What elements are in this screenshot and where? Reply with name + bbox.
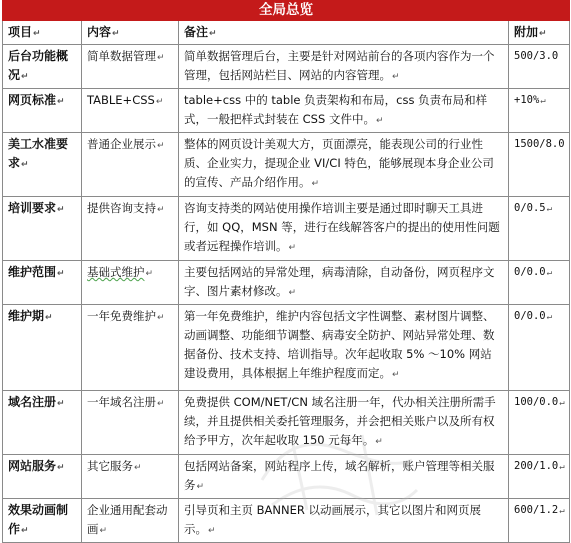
row-note: 免费提供 COM/NET/CN 域名注册一年，代办相关注册所需手续，并且提供相关委托管理服务，并会把相关账户以及所有权给予甲方，次年起收取 150 元每年。↵: [179, 391, 509, 455]
row-extra: 1500/8.0: [509, 133, 570, 197]
paragraph-mark-icon: ↵: [21, 160, 29, 170]
table-row: [3, 133, 570, 197]
table-row: [3, 261, 570, 305]
paragraph-mark-icon: ↵: [157, 399, 165, 409]
paragraph-mark-icon: ↵: [559, 462, 565, 472]
paragraph-mark-icon: ↵: [57, 399, 65, 409]
table-row: [3, 391, 570, 455]
paragraph-mark-icon: ↵: [157, 313, 165, 323]
title-row: [3, 1, 570, 21]
paragraph-mark-icon: ↵: [196, 482, 205, 492]
row-extra: 0/0.5↵: [509, 197, 570, 261]
paragraph-mark-icon: ↵: [45, 313, 53, 323]
paragraph-mark-icon: ↵: [57, 205, 65, 215]
row-content: 一年域名注册↵: [82, 391, 179, 455]
header-extra: 附加↵: [509, 21, 570, 45]
paragraph-mark-icon: ↵: [57, 97, 65, 107]
row-extra: 0/0.0↵: [509, 261, 570, 305]
paragraph-mark-icon: ↵: [539, 29, 547, 39]
paragraph-mark-icon: ↵: [559, 506, 565, 516]
row-content: 企业通用配套动画↵: [82, 499, 179, 543]
row-content: 提供咨询支持↵: [82, 197, 179, 261]
row-extra: 0/0.0↵: [509, 305, 570, 391]
table-row: [3, 89, 570, 133]
row-note: 包括网站备案，网站程序上传，域名解析，账户管理等相关服务↵: [179, 455, 509, 499]
paragraph-mark-icon: ↵: [57, 269, 65, 279]
paragraph-mark-icon: ↵: [311, 179, 320, 189]
paragraph-mark-icon: ↵: [392, 370, 400, 380]
paragraph-mark-icon: ↵: [99, 526, 108, 536]
row-extra: 100/0.0↵: [509, 391, 570, 455]
row-item: 维护范围↵: [3, 261, 82, 305]
row-note: 引导页和主页 BANNER 以动画展示，其它以图片和网页展示。↵: [179, 499, 509, 543]
paragraph-mark-icon: ↵: [546, 268, 553, 278]
paragraph-mark-icon: ↵: [375, 437, 383, 447]
row-extra: 600/1.2↵: [509, 499, 570, 543]
row-item: 网页标准↵: [3, 89, 82, 133]
row-extra: 200/1.0↵: [509, 455, 570, 499]
paragraph-mark-icon: ↵: [209, 29, 217, 39]
paragraph-mark-icon: ↵: [540, 96, 546, 106]
paragraph-mark-icon: ↵: [155, 97, 164, 107]
row-extra: 500/3.0: [509, 45, 570, 89]
row-note: 咨询支持类的网站使用操作培训主要是通过即时聊天工具进行，如 QQ，MSN 等，进行在线解答客户的提出的使用性问题或者远程操作培训。↵: [179, 197, 509, 261]
paragraph-mark-icon: ↵: [375, 116, 384, 126]
row-extra: +10%↵: [509, 89, 570, 133]
paragraph-mark-icon: ↵: [57, 463, 65, 473]
table-row: [3, 455, 570, 499]
row-item: 效果动画制作↵: [3, 499, 82, 543]
header-row: [3, 21, 570, 45]
row-item: 域名注册↵: [3, 391, 82, 455]
overview-table: [2, 0, 570, 543]
paragraph-mark-icon: ↵: [134, 463, 142, 473]
table-title: 全局总览: [3, 1, 570, 21]
paragraph-mark-icon: ↵: [21, 526, 29, 536]
header-item: 项目↵: [3, 21, 82, 45]
table-row: [3, 499, 570, 543]
row-content: 其它服务↵: [82, 455, 179, 499]
row-note: 主要包括网站的异常处理，病毒清除，自动备份，网页程序文字、图片素材修改。↵: [179, 261, 509, 305]
paragraph-mark-icon: ↵: [546, 312, 553, 322]
paragraph-mark-icon: ↵: [33, 29, 41, 39]
row-note: 简单数据管理后台，主要是针对网站前台的各项内容作为一个管理，包括网站栏目、网站的内容管理。↵: [179, 45, 509, 89]
paragraph-mark-icon: ↵: [392, 72, 400, 82]
paragraph-mark-icon: ↵: [546, 204, 553, 214]
row-item: 培训要求↵: [3, 197, 82, 261]
header-note: 备注↵: [179, 21, 509, 45]
row-note: 整体的网页设计美观大方，页面漂亮，能表现公司的行业性质、企业实力，提现企业 VI/CI 特色，能够展现本身企业公司的宣传、产品介绍作用。↵: [179, 133, 509, 197]
row-content: TABLE+CSS↵: [82, 89, 179, 133]
row-note: 第一年免费维护，维护内容包括文字性调整、素材图片调整、动画调整、功能细节调整、病毒安全防护、网站异常处理、数据备份、技术支持、培训指导。次年起收取 5% ～10% 网站建设费用，具体根据上年维护程度而定。↵: [179, 305, 509, 391]
paragraph-mark-icon: ↵: [157, 205, 165, 215]
paragraph-mark-icon: ↵: [112, 29, 120, 39]
paragraph-mark-icon: ↵: [157, 141, 165, 151]
paragraph-mark-icon: ↵: [145, 269, 154, 279]
row-content: 基础式维护↵: [82, 261, 179, 305]
row-item: 后台功能概况↵: [3, 45, 82, 89]
row-item: 维护期↵: [3, 305, 82, 391]
paragraph-mark-icon: ↵: [21, 72, 29, 82]
row-item: 网站服务↵: [3, 455, 82, 499]
overview-sheet: [2, 0, 569, 536]
paragraph-mark-icon: ↵: [559, 398, 565, 408]
paragraph-mark-icon: ↵: [288, 243, 297, 253]
paragraph-mark-icon: ↵: [288, 288, 297, 298]
row-content: 简单数据管理↵: [82, 45, 179, 89]
row-item: 美工水准要求↵: [3, 133, 82, 197]
paragraph-mark-icon: ↵: [208, 526, 216, 536]
row-content: 一年免费维护↵: [82, 305, 179, 391]
table-row: [3, 45, 570, 89]
table-row: [3, 305, 570, 391]
table-row: [3, 197, 570, 261]
header-content: 内容↵: [82, 21, 179, 45]
paragraph-mark-icon: ↵: [157, 53, 165, 63]
row-note: table+css 中的 table 负责架构和布局，css 负责布局和样式，一般把样式封装在 CSS 文件中。↵: [179, 89, 509, 133]
row-content: 普通企业展示↵: [82, 133, 179, 197]
